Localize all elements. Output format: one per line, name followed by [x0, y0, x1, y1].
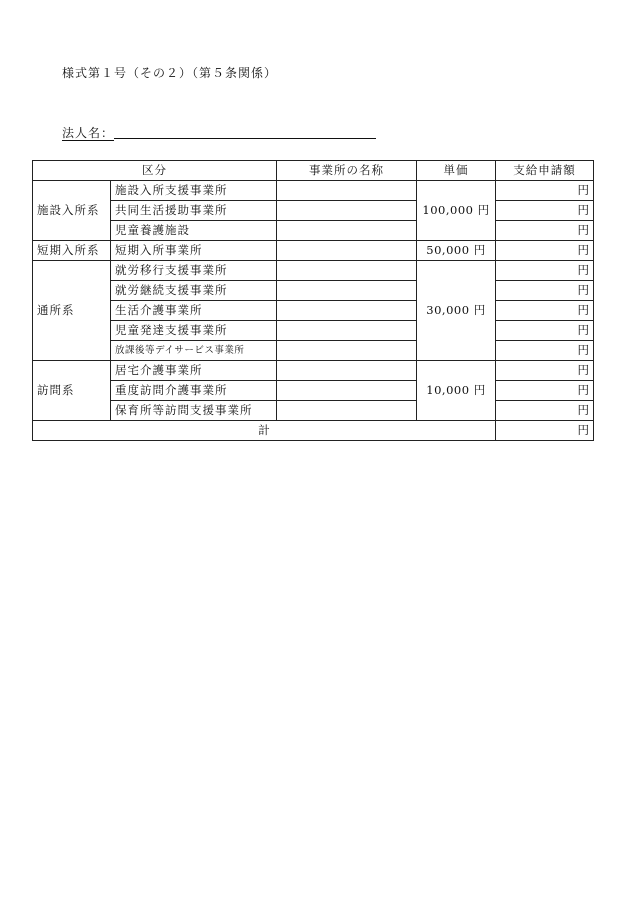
facility-type-cell: 放課後等デイサービス事業所: [111, 341, 277, 361]
facility-type-cell: 就労継続支援事業所: [111, 281, 277, 301]
amount-input[interactable]: 円: [496, 281, 594, 301]
facility-type-cell: 就労移行支援事業所: [111, 261, 277, 281]
amount-input[interactable]: 円: [496, 361, 594, 381]
corporation-name-field[interactable]: [114, 137, 376, 139]
form-title: 様式第１号（その２）（第５条関係）: [62, 66, 278, 80]
corporation-name-label: 法人名：: [62, 126, 115, 140]
table-row: [33, 361, 594, 381]
facility-name-input[interactable]: [277, 301, 417, 321]
header-amount: 支給申請額: [496, 161, 594, 181]
table-header-row: [33, 161, 594, 181]
total-row: [33, 421, 594, 441]
table-row: [33, 181, 594, 201]
facility-type-cell: 保育所等訪問支援事業所: [111, 401, 277, 421]
facility-name-input[interactable]: [277, 281, 417, 301]
amount-input[interactable]: 円: [496, 181, 594, 201]
amount-input[interactable]: 円: [496, 221, 594, 241]
facility-name-input[interactable]: [277, 241, 417, 261]
header-category: 区分: [33, 161, 277, 181]
facility-type-cell: 重度訪問介護事業所: [111, 381, 277, 401]
facility-name-input[interactable]: [277, 201, 417, 221]
table-row: [33, 281, 594, 301]
amount-input[interactable]: 円: [496, 201, 594, 221]
category-cell: 通所系: [33, 261, 111, 361]
amount-input[interactable]: 円: [496, 301, 594, 321]
unit-price-cell: 10,000 円: [417, 361, 496, 421]
table-row: [33, 341, 594, 361]
facility-type-cell: 共同生活援助事業所: [111, 201, 277, 221]
total-label: 計: [33, 421, 496, 441]
amount-input[interactable]: 円: [496, 401, 594, 421]
table-row: [33, 381, 594, 401]
facility-type-cell: 児童発達支援事業所: [111, 321, 277, 341]
grant-application-table: [32, 160, 594, 441]
total-amount-input[interactable]: 円: [496, 421, 594, 441]
facility-name-input[interactable]: [277, 221, 417, 241]
corporation-name-line: [62, 124, 376, 141]
facility-name-input[interactable]: [277, 261, 417, 281]
table-row: [33, 321, 594, 341]
amount-input[interactable]: 円: [496, 381, 594, 401]
facility-name-input[interactable]: [277, 181, 417, 201]
amount-input[interactable]: 円: [496, 341, 594, 361]
unit-price-cell: 30,000 円: [417, 261, 496, 361]
table-row: [33, 301, 594, 321]
category-cell: 訪問系: [33, 361, 111, 421]
facility-type-cell: 居宅介護事業所: [111, 361, 277, 381]
unit-price-cell: 100,000 円: [417, 181, 496, 241]
facility-name-input[interactable]: [277, 381, 417, 401]
amount-input[interactable]: 円: [496, 321, 594, 341]
amount-input[interactable]: 円: [496, 261, 594, 281]
facility-type-cell: 児童養護施設: [111, 221, 277, 241]
table-row: [33, 201, 594, 221]
table-row: [33, 221, 594, 241]
table-row: [33, 241, 594, 261]
table-row: [33, 261, 594, 281]
unit-price-cell: 50,000 円: [417, 241, 496, 261]
facility-type-cell: 生活介護事業所: [111, 301, 277, 321]
table-row: [33, 401, 594, 421]
amount-input[interactable]: 円: [496, 241, 594, 261]
facility-type-cell: 施設入所支援事業所: [111, 181, 277, 201]
facility-name-input[interactable]: [277, 341, 417, 361]
facility-name-input[interactable]: [277, 361, 417, 381]
category-cell: 短期入所系: [33, 241, 111, 261]
facility-type-cell: 短期入所事業所: [111, 241, 277, 261]
header-unit-price: 単価: [417, 161, 496, 181]
header-facility-name: 事業所の名称: [277, 161, 417, 181]
category-cell: 施設入所系: [33, 181, 111, 241]
facility-name-input[interactable]: [277, 321, 417, 341]
facility-name-input[interactable]: [277, 401, 417, 421]
